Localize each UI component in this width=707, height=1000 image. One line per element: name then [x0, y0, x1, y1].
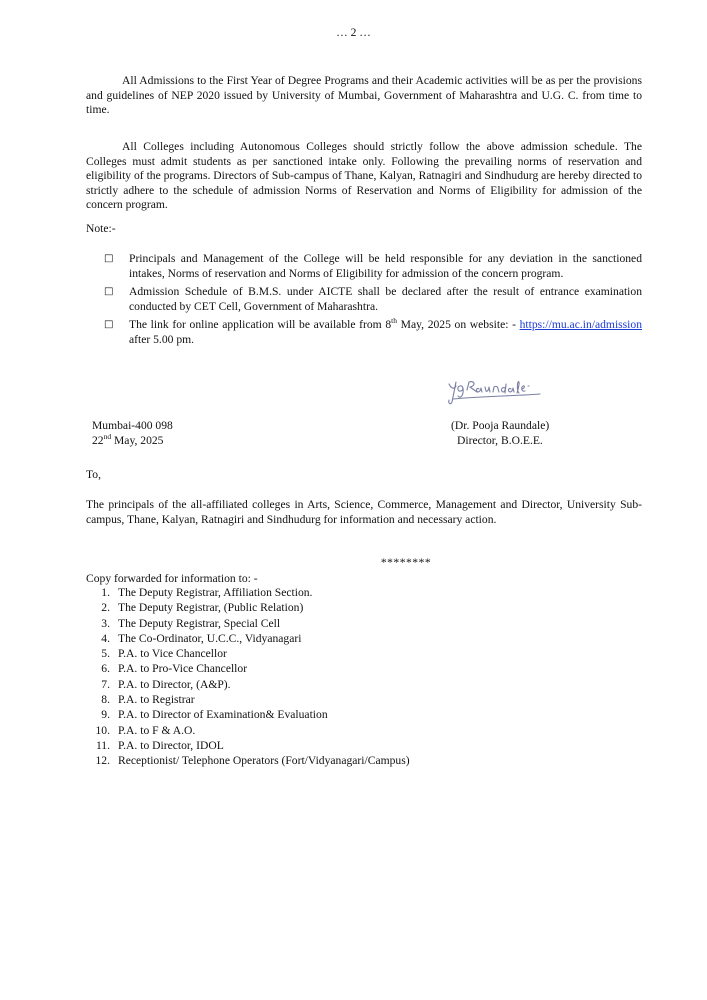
list-text: The Co-Ordinator, U.C.C., Vidyanagari [118, 631, 302, 645]
copy-forwarded-heading: Copy forwarded for information to: - [86, 572, 258, 585]
list-number: 9. [101, 708, 110, 722]
signature-strokes [449, 382, 540, 404]
page-number: … 2 … [336, 26, 371, 39]
note-label: Note:- [86, 222, 116, 235]
copy-list-item [86, 617, 410, 632]
list-text: P.A. to Director, IDOL [118, 738, 224, 752]
list-number: 8. [101, 693, 110, 707]
copy-list-item [86, 739, 410, 754]
paragraph-nep-admissions: All Admissions to the First Year of Degree Programs and their Academic activities will be as per the provisions and guidelines of NEP 2020 issued by University of Mumbai, Government of Maharashtra and U.G. C. from time to time. [86, 74, 642, 116]
signer-name: (Dr. Pooja Raundale) [451, 419, 550, 432]
note-list [104, 252, 642, 351]
copy-list-item [86, 632, 410, 647]
list-text: P.A. to Director, (A&P). [118, 677, 231, 691]
note-item [104, 252, 642, 281]
list-text: P.A. to Director of Examination& Evaluation [118, 708, 328, 722]
recipients-paragraph: The principals of the all-affiliated colleges in Arts, Science, Commerce, Management and Director, University Sub-campus, Thane, Kalyan, Ratnagiri and Sindhudurg for information and necessary action. [86, 498, 642, 526]
list-number: 7. [101, 677, 110, 691]
place-line: Mumbai-400 098 [92, 419, 173, 432]
copy-list-item [86, 601, 410, 616]
list-text: The Deputy Registrar, Special Cell [118, 616, 281, 630]
copy-list-item [86, 708, 410, 723]
list-number: 1. [101, 586, 110, 599]
ordinal-superscript: th [391, 316, 397, 326]
note-text-after-superscript: May, 2025 on website: - [396, 318, 516, 331]
copy-list-item [86, 693, 410, 708]
list-text: P.A. to F & A.O. [118, 723, 196, 737]
paragraph-college-directives: All Colleges including Autonomous Colleges should strictly follow the above admission schedule. The Colleges must admit students as per sanctioned intake only. Following the prevailing norms of reservation and eligibility of the programs. Directors of Sub-campus of Thane, Kalyan, Ratnagiri and Sindhudurg are hereby directed to strictly adhere to the schedule of admission Norms of Reservation and Norms of Eligibility for admission of the concern program. [86, 140, 642, 211]
copy-list-item [86, 724, 410, 739]
list-text: P.A. to Pro-Vice Chancellor [118, 662, 248, 676]
list-text: P.A. to Registrar [118, 693, 195, 707]
list-number: 4. [101, 631, 110, 645]
note-text-before-superscript: The link for online application will be available from 8 [129, 318, 392, 331]
note-item-text [129, 318, 642, 346]
note-item [104, 285, 642, 314]
director-signature [445, 372, 563, 408]
copy-list-item [86, 586, 410, 601]
list-text: P.A. to Vice Chancellor [118, 647, 227, 661]
list-number: 5. [101, 647, 110, 661]
admission-website-link[interactable]: https://mu.ac.in/admission [519, 318, 642, 331]
list-text: The Deputy Registrar, Affiliation Section. [118, 586, 313, 599]
note-item [104, 318, 642, 347]
date-line [92, 434, 163, 449]
copy-list-item [86, 678, 410, 693]
list-number: 6. [101, 662, 110, 676]
copy-list-item [86, 647, 410, 662]
checkbox-bullet-icon: □ [104, 286, 114, 297]
checkbox-bullet-icon: □ [104, 319, 114, 330]
note-text-after-link: after 5.00 pm. [129, 332, 195, 346]
signer-title: Director, B.O.E.E. [457, 434, 543, 447]
checkbox-bullet-icon: □ [104, 253, 114, 264]
to-label: To, [86, 468, 101, 481]
date-superscript: nd [103, 432, 112, 442]
copy-list-item [86, 754, 410, 769]
asterisk-separator: ******** [380, 556, 432, 569]
list-text: The Deputy Registrar, (Public Relation) [118, 601, 304, 615]
list-text: Receptionist/ Telephone Operators (Fort/Vidyanagari/Campus) [118, 754, 410, 768]
note-item-text: Admission Schedule of B.M.S. under AICTE shall be declared after the result of entrance examination conducted by CET Cell, Government of Maharashtra. [129, 285, 642, 313]
list-number: 11. [95, 738, 110, 752]
list-number: 10. [95, 723, 110, 737]
list-number: 12. [95, 754, 110, 768]
copy-list-item [86, 662, 410, 677]
date-rest: May, 2025 [111, 434, 164, 447]
list-number: 2. [101, 601, 110, 615]
list-number: 3. [101, 616, 110, 630]
note-item-text: Principals and Management of the College will be held responsible for any deviation in the sanctioned intakes, Norms of reservation and Norms of Eligibility for admission of the concern program. [129, 252, 642, 280]
date-day: 22 [92, 434, 104, 447]
copy-forwarded-list [86, 586, 410, 770]
